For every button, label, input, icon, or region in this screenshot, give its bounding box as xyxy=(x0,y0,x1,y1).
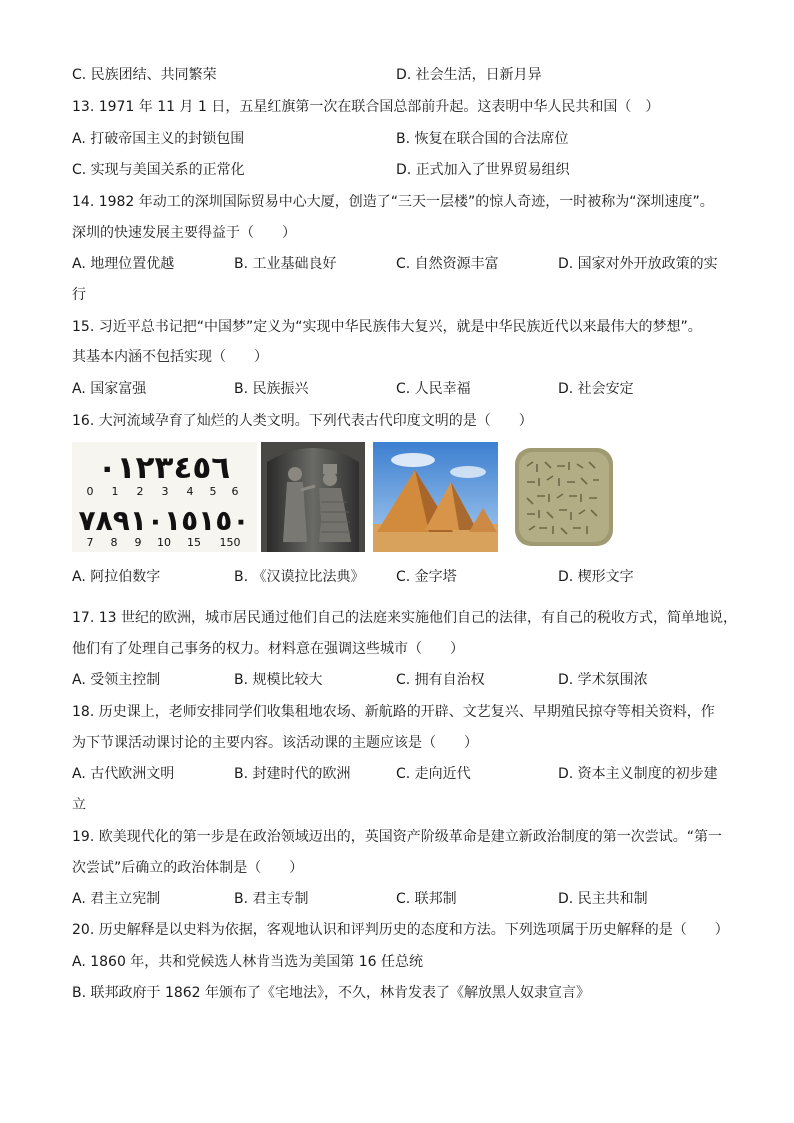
q14-option-a: A. 地理位置优越 xyxy=(72,256,175,272)
q18-options-row xyxy=(72,765,752,783)
pyramids-image xyxy=(373,442,498,552)
digit-label: 4 xyxy=(186,485,194,498)
q19-option-d: D. 民主共和制 xyxy=(558,891,648,907)
q19-options-row xyxy=(72,890,752,908)
q17-option-a: A. 受领主控制 xyxy=(72,672,161,688)
digit-label: 10 xyxy=(157,536,171,549)
q17-stem-line1: 17. 13 世纪的欧洲，城市居民通过他们自己的法庭来实施他们自己的法律，有自己的税收方式，简单地说， xyxy=(72,610,737,626)
q13-option-b: B. 恢复在联合国的合法席位 xyxy=(396,131,569,147)
q17-stem-line2: 他们有了处理自己事务的权力。材料意在强调这些城市（ ） xyxy=(72,641,464,657)
q16-option-d: D. 楔形文字 xyxy=(558,569,634,585)
q13-options-row1 xyxy=(72,130,752,148)
q19-option-b: B. 君主专制 xyxy=(234,891,309,907)
hammurabi-stele-image xyxy=(261,442,365,552)
q17-option-d: D. 学术氛围浓 xyxy=(558,672,648,688)
q17-option-b: B. 规模比较大 xyxy=(234,672,323,688)
q12-option-d: D. 社会生活，日新月异 xyxy=(396,67,542,83)
digit-label: 5 xyxy=(209,485,217,498)
q19-option-c: C. 联邦制 xyxy=(396,891,457,907)
numerals-row1: ٠١٢٣٤٥٦ xyxy=(97,450,231,486)
q15-options-row xyxy=(72,380,752,398)
q18-option-d-continued: 立 xyxy=(72,797,86,813)
q20-stem: 20. 历史解释是以史料为依据，客观地认识和评判历史的态度和方法。下列选项属于历史解释的是（ ） xyxy=(72,922,729,938)
q17-options-row xyxy=(72,671,752,689)
q16-stem: 16. 大河流域孕育了灿烂的人类文明。下列代表古代印度文明的是（ ） xyxy=(72,413,533,429)
q20-option-b: B. 联邦政府于 1862 年颁布了《宅地法》，不久，林肯发表了《解放黑人奴隶宣言》 xyxy=(72,985,591,1001)
digit-label: 2 xyxy=(136,485,144,498)
q15-option-c: C. 人民幸福 xyxy=(396,381,471,397)
q18-option-d: D. 资本主义制度的初步建 xyxy=(558,766,718,782)
digit-label: 6 xyxy=(231,485,239,498)
q18-stem-line1: 18. 历史课上，老师安排同学们收集租地农场、新航路的开辟、文艺复兴、早期殖民掠夺等相关资料，作 xyxy=(72,704,715,720)
q15-option-a: A. 国家富强 xyxy=(72,381,147,397)
q16-option-b: B. 《汉谟拉比法典》 xyxy=(234,569,365,585)
digit-label: 150 xyxy=(219,536,241,549)
cuneiform-tablet-image xyxy=(507,442,621,552)
q16-options-row xyxy=(72,568,752,586)
digit-label: 1 xyxy=(111,485,119,498)
q16-option-a: A. 阿拉伯数字 xyxy=(72,569,161,585)
q14-stem-line1: 14. 1982 年动工的深圳国际贸易中心大厦，创造了“三天一层楼”的惊人奇迹，一时被称为“深圳速度”。 xyxy=(72,194,714,210)
q15-stem-line2: 其基本内涵不包括实现（ ） xyxy=(72,349,268,365)
q14-option-d-continued: 行 xyxy=(72,287,86,303)
q20-option-a: A. 1860 年，共和党候选人林肯当选为美国第 16 任总统 xyxy=(72,954,424,970)
q13-stem: 13. 1971 年 11 月 1 日，五星红旗第一次在联合国总部前升起。这表明中华人民共和国（ ） xyxy=(72,99,660,115)
q13-options-row2 xyxy=(72,161,752,179)
q14-stem-line2: 深圳的快速发展主要得益于（ ） xyxy=(72,225,296,241)
numerals-row2: ٧٨٩١٠١٥١٥٠ xyxy=(78,504,250,537)
q17-option-c: C. 拥有自治权 xyxy=(396,672,485,688)
digit-label: 8 xyxy=(110,536,118,549)
digit-label: 7 xyxy=(86,536,94,549)
q19-stem-line1: 19. 欧美现代化的第一步是在政治领域迈出的，英国资产阶级革命是建立新政治制度的第一次尝试。“第一 xyxy=(72,829,722,845)
q18-option-b: B. 封建时代的欧洲 xyxy=(234,766,351,782)
q19-option-a: A. 君主立宪制 xyxy=(72,891,161,907)
q13-option-c: C. 实现与美国关系的正常化 xyxy=(72,162,245,178)
q15-stem-line1: 15. 习近平总书记把“中国梦”定义为“实现中华民族伟大复兴，就是中华民族近代以来最伟大的梦想”。 xyxy=(72,319,702,335)
q12-options-row xyxy=(72,66,752,84)
q12-option-c: C. 民族团结、共同繁荣 xyxy=(72,67,217,83)
q18-option-c: C. 走向近代 xyxy=(396,766,471,782)
q18-option-a: A. 古代欧洲文明 xyxy=(72,766,175,782)
digit-label: 15 xyxy=(187,536,201,549)
q15-option-d: D. 社会安定 xyxy=(558,381,634,397)
digit-label: 3 xyxy=(161,485,169,498)
q15-option-b: B. 民族振兴 xyxy=(234,381,309,397)
q13-option-d: D. 正式加入了世界贸易组织 xyxy=(396,162,570,178)
q14-option-b: B. 工业基础良好 xyxy=(234,256,337,272)
arabic-numerals-image xyxy=(72,442,257,552)
q14-option-d: D. 国家对外开放政策的实 xyxy=(558,256,718,272)
q14-options-row xyxy=(72,255,752,273)
q18-stem-line2: 为下节课活动课讨论的主要内容。该活动课的主题应该是（ ） xyxy=(72,735,478,751)
q16-option-c: C. 金字塔 xyxy=(396,569,457,585)
q19-stem-line2: 次尝试”后确立的政治体制是（ ） xyxy=(72,860,304,876)
digit-label: 9 xyxy=(134,536,142,549)
q14-option-c: C. 自然资源丰富 xyxy=(396,256,499,272)
q13-option-a: A. 打破帝国主义的封锁包围 xyxy=(72,131,245,147)
digit-label: 0 xyxy=(86,485,94,498)
